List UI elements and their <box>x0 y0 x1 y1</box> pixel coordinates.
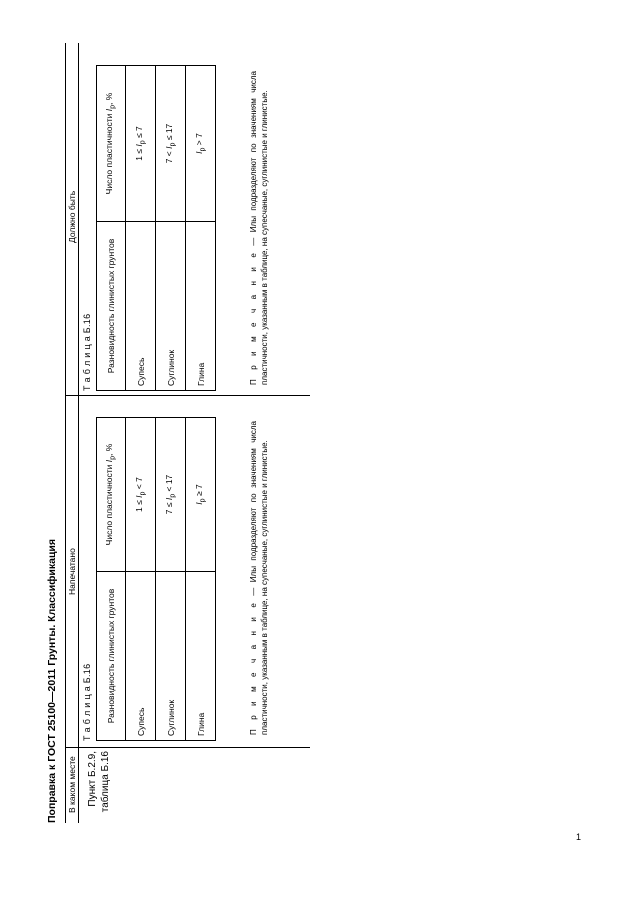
printed-note <box>248 421 270 735</box>
printed-row-kind: Глина <box>186 572 216 741</box>
table-row <box>156 418 186 741</box>
should-be-row-range: $I_p > 7$ <box>186 66 216 222</box>
column-divider-2 <box>65 395 310 396</box>
should-be-header-index: Число пластичности $I_p$, % <box>97 66 126 222</box>
location-cell <box>86 751 112 819</box>
printed-row-kind: Супесь <box>126 572 156 741</box>
table-row <box>126 66 156 391</box>
should-be-row-kind: Глина <box>186 222 216 391</box>
page-number: 1 <box>576 832 582 842</box>
printed-note-body: — Илы подразделяют по значениям числа пластичности, указанным в таблице, на супесчаные, суглинистые и глинистые. <box>249 421 269 735</box>
printed-header-kind: Разновидность глинистых грунтов <box>97 572 126 741</box>
should-be-table <box>96 65 216 391</box>
should-be-row-kind: Супесь <box>126 222 156 391</box>
printed-table-caption: Т а б л и ц а Б.16 <box>82 663 92 741</box>
column-header-should-be: Должно быть <box>67 190 77 243</box>
header-bottom-rule <box>78 43 79 823</box>
column-header-location: В каком месте <box>67 756 77 813</box>
should-be-note-lead: П р и м е ч а н и е <box>249 251 258 385</box>
printed-row-kind: Суглинок <box>156 572 186 741</box>
printed-row-range: $I_p \ge 7$ <box>186 418 216 572</box>
table-row <box>126 418 156 741</box>
should-be-row-kind: Суглинок <box>156 222 186 391</box>
location-line-2: таблица Б.16 <box>100 751 111 813</box>
should-be-row-range: $1 \le I_p \le 7$ <box>126 66 156 222</box>
correction-sheet <box>40 43 310 823</box>
location-line-1: Пункт Б.2.9, <box>87 751 98 807</box>
should-be-row-range: $7 < I_p \le 17$ <box>156 66 186 222</box>
should-be-table-caption: Т а б л и ц а Б.16 <box>82 313 92 391</box>
document-title: Поправка к ГОСТ 25100—2011 Грунты. Классификация <box>46 538 58 823</box>
printed-row-range: $7 \le I_p < 17$ <box>156 418 186 572</box>
table-row <box>186 418 216 741</box>
table-row <box>186 66 216 391</box>
column-divider-1 <box>65 747 310 748</box>
should-be-header-kind: Разновидность глинистых грунтов <box>97 222 126 391</box>
should-be-note-body: — Илы подразделяют по значениям числа пластичности, указанным в таблице, на супесчаные, суглинистые и глинистые. <box>249 71 269 385</box>
printed-row-range: $1 \le I_p < 7$ <box>126 418 156 572</box>
header-top-rule <box>65 43 66 823</box>
printed-note-lead: П р и м е ч а н и е <box>249 601 258 735</box>
should-be-note <box>248 71 270 385</box>
column-header-printed: Напечатано <box>67 548 77 595</box>
printed-header-index: Число пластичности $I_p$, % <box>97 418 126 572</box>
table-row <box>156 66 186 391</box>
printed-table <box>96 417 216 741</box>
